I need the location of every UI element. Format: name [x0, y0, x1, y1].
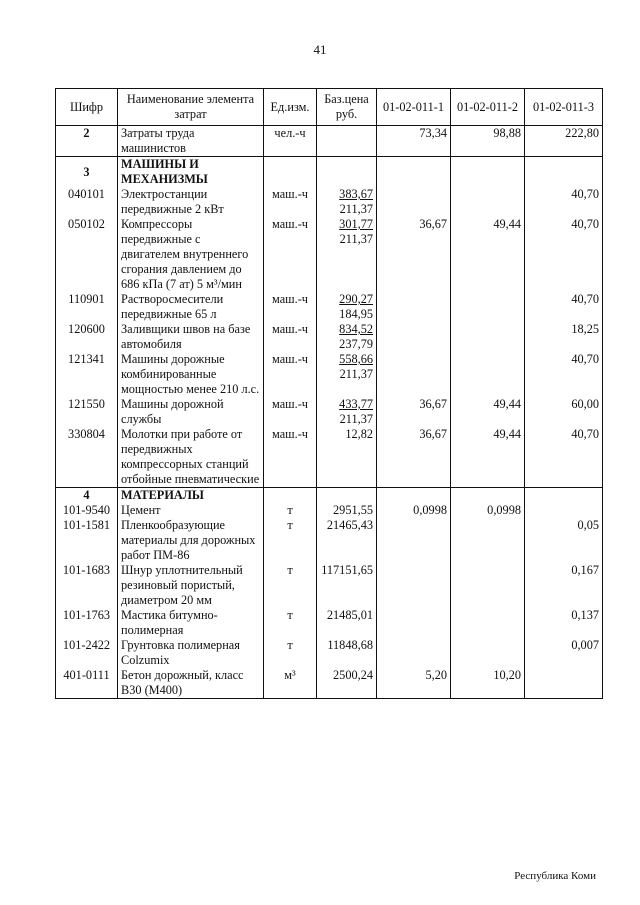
row-value-3: 40,70 — [525, 427, 603, 488]
row-unit: маш.-ч — [264, 397, 317, 427]
row-unit: маш.-ч — [264, 292, 317, 322]
row-value-2 — [451, 608, 525, 638]
row-value-2: 49,44 — [451, 397, 525, 427]
row-price: 558,66 211,37 — [317, 352, 377, 397]
row-value-1: 36,67 — [377, 217, 451, 292]
row-name: Бетон дорожный, класс В30 (М400) — [118, 668, 264, 699]
row-code: 101-9540 — [56, 503, 118, 518]
row-value-1 — [377, 608, 451, 638]
header-unit: Ед.изм. — [264, 89, 317, 126]
row-code: 121341 — [56, 352, 118, 397]
row-price: 117151,65 — [317, 563, 377, 608]
row-value-2: 0,0998 — [451, 503, 525, 518]
row-value-1 — [377, 322, 451, 352]
row-name: Машины дорожные комбинированные мощностью менее 210 л.с. — [118, 352, 264, 397]
section-title: МАТЕРИАЛЫ — [118, 488, 264, 504]
row-price: 12,82 — [317, 427, 377, 488]
row-value-2 — [451, 322, 525, 352]
row-value-3: 0,007 — [525, 638, 603, 668]
row-unit: т — [264, 503, 317, 518]
table-row — [56, 217, 603, 292]
row-name: Затраты труда машинистов — [118, 126, 264, 157]
table-row — [56, 608, 603, 638]
row-price: 2500,24 — [317, 668, 377, 699]
header-code: Шифр — [56, 89, 118, 126]
row-price: 2951,55 — [317, 503, 377, 518]
header-name: Наименование элемента затрат — [118, 89, 264, 126]
row-value-1: 5,20 — [377, 668, 451, 699]
row-value-3: 40,70 — [525, 352, 603, 397]
table-row — [56, 427, 603, 488]
row-name: Растворосмесители передвижные 65 л — [118, 292, 264, 322]
row-value-3: 40,70 — [525, 187, 603, 217]
table-row — [56, 503, 603, 518]
footer-region: Республика Коми — [514, 870, 596, 882]
row-unit: чел.-ч — [264, 126, 317, 157]
row-price: 433,77 211,37 — [317, 397, 377, 427]
row-code: 110901 — [56, 292, 118, 322]
row-value-3: 0,05 — [525, 518, 603, 563]
row-code: 101-1683 — [56, 563, 118, 608]
row-value-2 — [451, 292, 525, 322]
row-value-3 — [525, 668, 603, 699]
row-unit: маш.-ч — [264, 322, 317, 352]
row-name: Шнур уплотнительный резиновый пористый, диаметром 20 мм — [118, 563, 264, 608]
row-price: 383,67 211,37 — [317, 187, 377, 217]
table-row — [56, 352, 603, 397]
row-unit: маш.-ч — [264, 427, 317, 488]
row-name: Цемент — [118, 503, 264, 518]
row-value-2 — [451, 187, 525, 217]
row-value-1: 36,67 — [377, 427, 451, 488]
row-value-1 — [377, 563, 451, 608]
row-value-3: 40,70 — [525, 217, 603, 292]
row-unit: т — [264, 638, 317, 668]
row-code: 330804 — [56, 427, 118, 488]
row-name: Заливщики швов на базе автомобиля — [118, 322, 264, 352]
row-value-2: 49,44 — [451, 217, 525, 292]
row-unit: маш.-ч — [264, 217, 317, 292]
row-name: Электростанции передвижные 2 кВт — [118, 187, 264, 217]
row-value-1 — [377, 292, 451, 322]
row-value-1 — [377, 638, 451, 668]
row-price: 301,77 211,37 — [317, 217, 377, 292]
row-value-2 — [451, 352, 525, 397]
row-unit: т — [264, 608, 317, 638]
row-value-3 — [525, 503, 603, 518]
row-name: Компрессоры передвижные с двигателем внутреннего сгорания давлением до 686 кПа (7 ат) 5 м³/мин — [118, 217, 264, 292]
section-row — [56, 488, 603, 504]
row-unit: маш.-ч — [264, 187, 317, 217]
table-row — [56, 322, 603, 352]
row-code: 2 — [56, 126, 118, 157]
row-price: 834,52 237,79 — [317, 322, 377, 352]
row-value-1 — [377, 352, 451, 397]
section-number: 3 — [56, 157, 118, 188]
header-col-1: 01-02-011-1 — [377, 89, 451, 126]
section-title: МАШИНЫ И МЕХАНИЗМЫ — [118, 157, 264, 188]
row-value-1: 36,67 — [377, 397, 451, 427]
row-unit: т — [264, 563, 317, 608]
row-code: 050102 — [56, 217, 118, 292]
row-price: 21465,43 — [317, 518, 377, 563]
table-row — [56, 563, 603, 608]
row-value-1 — [377, 518, 451, 563]
row-name: Грунтовка полимерная Colzumix — [118, 638, 264, 668]
row-unit: т — [264, 518, 317, 563]
row-unit: маш.-ч — [264, 352, 317, 397]
row-value-1 — [377, 187, 451, 217]
table-row — [56, 126, 603, 157]
row-name: Пленкообразующие материалы для дорожных работ ПМ-86 — [118, 518, 264, 563]
row-price: 290,27 184,95 — [317, 292, 377, 322]
row-value-3: 18,25 — [525, 322, 603, 352]
row-code: 101-1763 — [56, 608, 118, 638]
row-value-1: 73,34 — [377, 126, 451, 157]
header-col-2: 01-02-011-2 — [451, 89, 525, 126]
row-value-2 — [451, 518, 525, 563]
section-row — [56, 157, 603, 188]
row-value-3: 0,167 — [525, 563, 603, 608]
row-name: Молотки при работе от передвижных компрессорных станций отбойные пневматические — [118, 427, 264, 488]
table-row — [56, 518, 603, 563]
cost-table — [55, 88, 603, 699]
row-value-3: 60,00 — [525, 397, 603, 427]
header-col-3: 01-02-011-3 — [525, 89, 603, 126]
page-number: 41 — [313, 42, 327, 57]
row-price: 21485,01 — [317, 608, 377, 638]
row-code: 101-2422 — [56, 638, 118, 668]
row-name: Машины дорожной службы — [118, 397, 264, 427]
table-row — [56, 292, 603, 322]
row-code: 040101 — [56, 187, 118, 217]
section-number: 4 — [56, 488, 118, 504]
row-code: 120600 — [56, 322, 118, 352]
header-price: Баз.цена руб. — [317, 89, 377, 126]
row-value-2 — [451, 638, 525, 668]
table-row — [56, 638, 603, 668]
row-value-1: 0,0998 — [377, 503, 451, 518]
row-price: 11848,68 — [317, 638, 377, 668]
row-unit: м³ — [264, 668, 317, 699]
row-value-3: 222,80 — [525, 126, 603, 157]
table-row — [56, 668, 603, 699]
table-header-row — [56, 89, 603, 126]
table-row — [56, 187, 603, 217]
row-value-3: 40,70 — [525, 292, 603, 322]
row-value-3: 0,137 — [525, 608, 603, 638]
table-row — [56, 397, 603, 427]
row-name: Мастика битумно-полимерная — [118, 608, 264, 638]
row-code: 101-1581 — [56, 518, 118, 563]
row-code: 401-0111 — [56, 668, 118, 699]
row-price — [317, 126, 377, 157]
row-code: 121550 — [56, 397, 118, 427]
row-value-2: 49,44 — [451, 427, 525, 488]
row-value-2: 10,20 — [451, 668, 525, 699]
row-value-2: 98,88 — [451, 126, 525, 157]
row-value-2 — [451, 563, 525, 608]
